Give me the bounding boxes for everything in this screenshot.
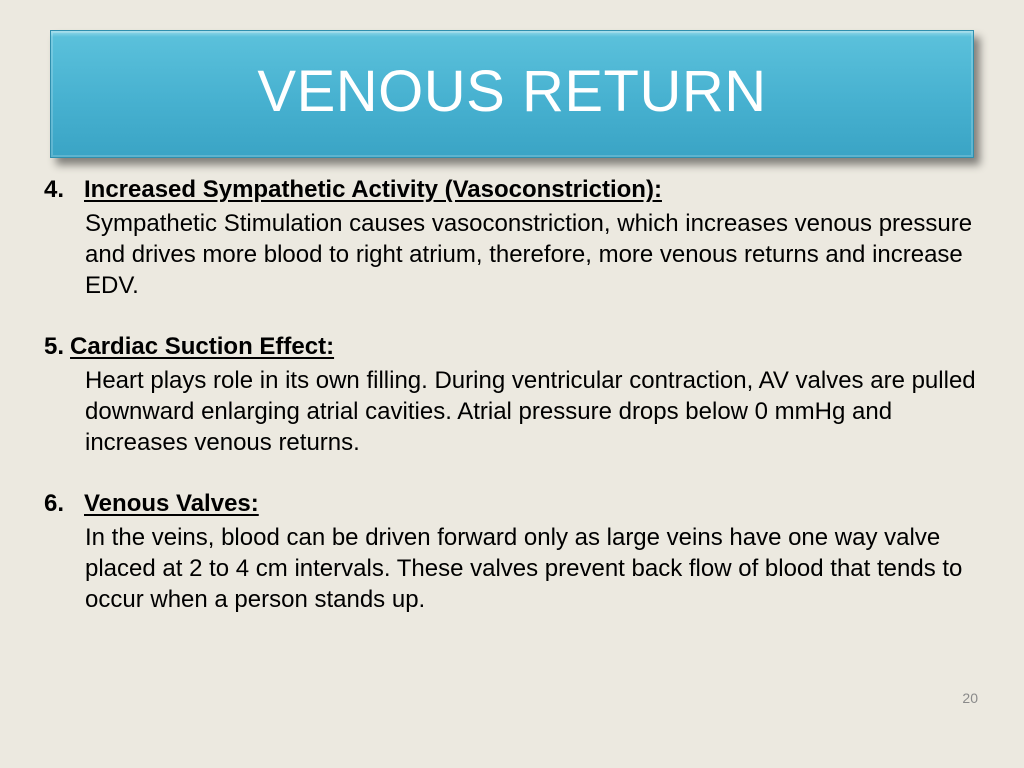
section-venous-valves — [44, 488, 984, 615]
section-body: Heart plays role in its own filling. During ventricular contraction, AV valves are pulled downward enlarging atrial cavities. Atrial pressure drops below 0 mmHg and increases venous returns. — [85, 367, 976, 456]
section-heading — [44, 488, 984, 520]
slide-content — [44, 174, 984, 645]
section-body: In the veins, blood can be driven forward only as large veins have one way valve placed at 2 to 4 cm intervals. These valves prevent back flow of blood that tends to occur when a person stands up. — [85, 524, 963, 613]
section-heading — [44, 331, 984, 363]
page-number: 20 — [962, 690, 978, 706]
section-heading-label: Venous Valves: — [84, 490, 259, 517]
section-heading-label: Cardiac Suction Effect: — [70, 333, 335, 360]
title-banner — [50, 30, 974, 158]
section-sympathetic-activity — [44, 174, 984, 301]
section-body: Sympathetic Stimulation causes vasoconstriction, which increases venous pressure and drives more blood to right atrium, therefore, more venous returns and increase EDV. — [85, 210, 973, 299]
section-heading-label: Increased Sympathetic Activity (Vasoconstriction): — [84, 176, 662, 203]
section-number: 6. — [44, 490, 65, 517]
section-heading — [44, 174, 984, 206]
section-cardiac-suction — [44, 331, 984, 458]
section-number: 5. — [44, 333, 65, 360]
slide-title: VENOUS RETURN — [257, 59, 767, 124]
section-number: 4. — [44, 176, 65, 203]
